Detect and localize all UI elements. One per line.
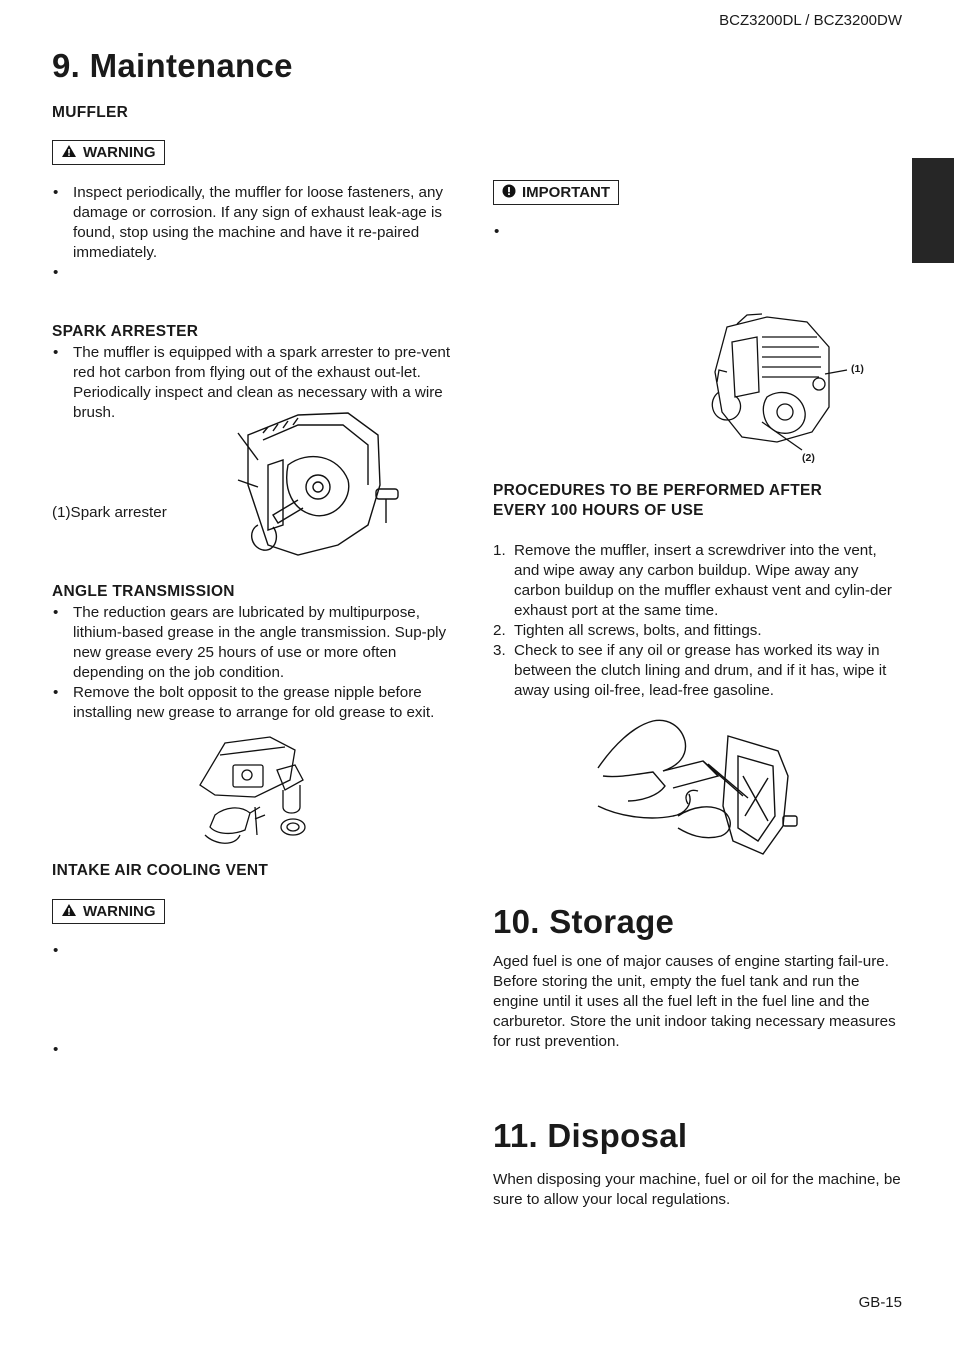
list-item: • The muffler is equipped with a spark arrester to pre-vent red hot carbon from flying out of the exhaust out-let. Periodically inspect and clean as necessary with a wire brush. <box>52 343 462 423</box>
storage-text: Aged fuel is one of major causes of engine starting fail-ure. Before storing the unit, empty the fuel tank and run the engine until it uses all the fuel left in the fuel line and the carburetor. Store the unit indoor taking necessary measures for rust prevention. <box>493 953 896 1050</box>
figure-label-2: (2) <box>802 452 815 464</box>
muffler-heading: MUFFLER <box>52 104 129 121</box>
item-number: 3. <box>493 642 506 659</box>
list-item: • Remove the bolt opposit to the grease nipple before installing new grease to arrange for old grease to exit. <box>52 683 462 723</box>
list-item <box>52 263 462 283</box>
disposal-title: 11. Disposal <box>493 1117 688 1154</box>
intake-heading: INTAKE AIR COOLING VENT <box>52 862 269 879</box>
warning-triangle-icon <box>61 903 77 921</box>
model-number: BCZ3200DL / BCZ3200DW <box>719 12 902 29</box>
section-tab <box>912 158 954 263</box>
spark-arrester-caption: (1)Spark arrester <box>52 504 167 521</box>
important-bullets <box>493 222 903 242</box>
spark-arrester-heading: SPARK ARRESTER <box>52 323 199 340</box>
angle-transmission-heading: ANGLE TRANSMISSION <box>52 583 235 600</box>
list-item <box>52 941 462 961</box>
muffler-warning-box <box>52 140 165 165</box>
intake-bullets <box>52 941 462 1060</box>
page-number: GB-15 <box>858 1294 902 1311</box>
list-item <box>52 1040 462 1060</box>
procedures-heading-line-2: EVERY 100 HOURS OF USE <box>493 502 704 519</box>
disposal-text: When disposing your machine, fuel or oil for the machine, be sure to allow your local regulations. <box>493 1171 901 1208</box>
angle-transmission-bullets <box>52 603 462 723</box>
item-text: Tighten all screws, bolts, and fittings. <box>514 622 762 639</box>
procedures-list <box>493 541 903 701</box>
procedures-heading-line-1: PROCEDURES TO BE PERFORMED AFTER <box>493 482 823 499</box>
intake-warning-box <box>52 899 165 924</box>
page-title: 9. Maintenance <box>52 47 293 84</box>
item-number: 1. <box>493 542 506 559</box>
warning-label: WARNING <box>83 144 156 161</box>
muffler-bullets <box>52 183 462 283</box>
important-box <box>493 180 619 205</box>
list-item <box>493 621 903 641</box>
figure-label-1: (1) <box>851 363 864 375</box>
list-item: • The reduction gears are lubricated by multipurpose, lithium-based grease in the angle transmission. Sup-ply new grease every 25 hours of use or more often depending on the job condition. <box>52 603 462 683</box>
warning-label: WARNING <box>83 903 156 920</box>
procedures-heading <box>493 481 822 521</box>
list-item <box>493 222 903 242</box>
storage-title: 10. Storage <box>493 903 675 940</box>
item-number: 2. <box>493 622 506 639</box>
list-item: • Inspect periodically, the muffler for loose fasteners, any damage or corrosion. If any sign of exhaust leak-age is found, stop using the machine and have it re-paired immediately. <box>52 183 462 263</box>
important-exclamation-icon <box>502 184 516 202</box>
item-text: Check to see if any oil or grease has worked its way in between the clutch lining and drum, and if it has, wipe it away using oil-free, lead-free gasoline. <box>514 642 887 699</box>
warning-triangle-icon <box>61 144 77 162</box>
list-item <box>493 641 903 701</box>
important-label: IMPORTANT <box>522 184 611 201</box>
list-item <box>493 541 903 621</box>
item-text: Remove the muffler, insert a screwdriver into the vent, and wipe away any carbon buildup. Wipe away any carbon buildup on the muffler exhaust vent and cylin-der exhaust port at the same time. <box>514 542 892 619</box>
